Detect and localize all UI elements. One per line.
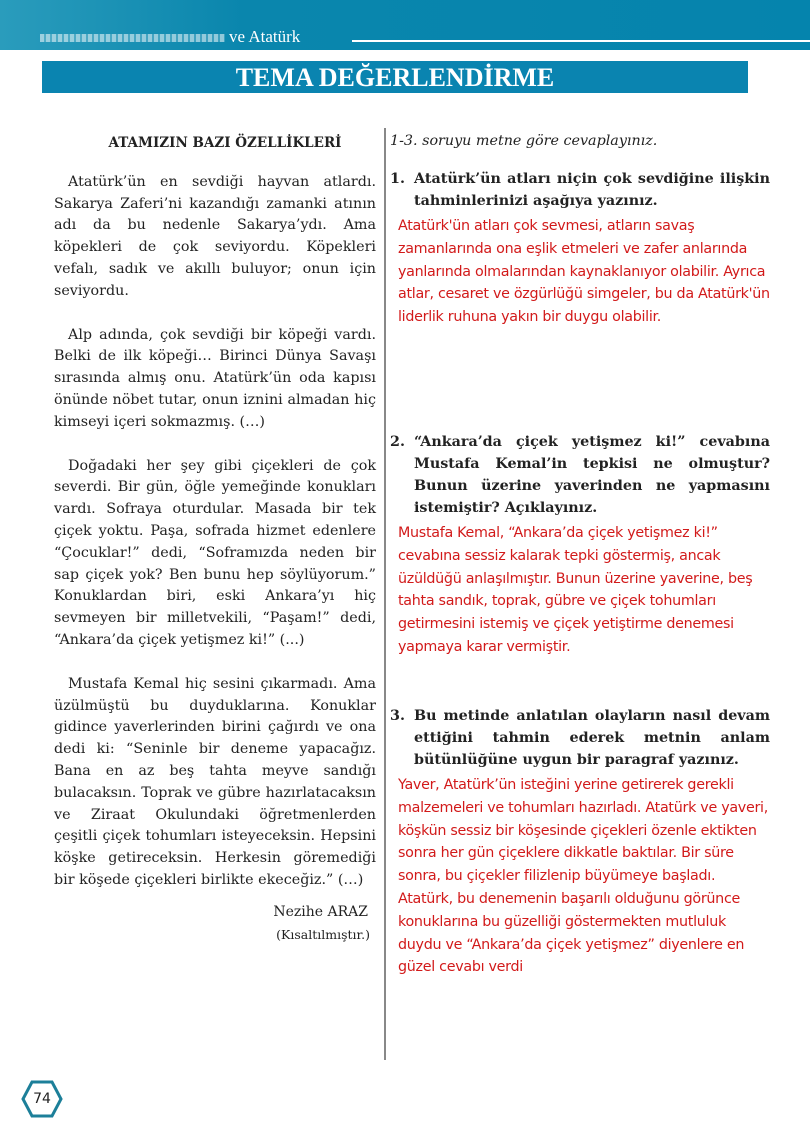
answer-text[interactable]: Mustafa Kemal, “Ankara’da çiçek yetişmez ki!” cevabına sessiz kalarak tepki göstermiş, ancak üzüldüğü anlaşılmıştır. Bunun üzerine yaverine, beş tahta sandık, toprak, gübre ve çiçek tohumları getirmesini istemiş ve çiçek yetiştirme denemesi yapmaya karar vermiştir. xyxy=(398,525,753,655)
page-number: 74 xyxy=(33,1091,51,1107)
paragraph: Doğadaki her şey gibi çiçekleri de çok severdi. Bir gün, öğle yemeğinde konukları vardı. Sofraya oturdular. Masada bir tek çiçek yoktu. Paşa, sofrada hizmet edenlere “Çocuklar!” dedi, “Soframızda neden bir sap çiçek yok? Ben bunu hep söylüyorum.” Konuklardan biri, eski Ankara’yı hiç sevmeyen bir milletvekili, “Paşam!” dedi, “Ankara’da çiçek yetişmez ki!” (...) xyxy=(54,457,376,648)
question-text: “Ankara’da çiçek yetişmez ki!” cevabına Mustafa Kemal’in tepkisi ne olmuştur? Bunun üzerine yaverinden ne yapmasını istemiştir? Açıklayınız. xyxy=(414,434,770,516)
paragraph: Atatürk’ün en sevdiği hayvan atlardı. Sakarya Zaferi’ni kazandığı zamanki atının adı da bu nedenle Sakarya’ydı. Ama köpekleri de çok seviyordu. Köpekleri vefalı, sadık ve akıllı buluyor; onun için seviyordu. xyxy=(54,173,376,299)
question-number: 3. xyxy=(390,708,405,724)
question-1 xyxy=(390,168,770,431)
question-2 xyxy=(390,431,770,705)
paragraph: Alp adında, çok sevdiği bir köpeği vardı. Belki de ilk köpeği… Birinci Dünya Savaşı sırasında almış onu. Atatürk’ün oda kapısı önünde nöbet tutar, onun iznini almadan hiç kimseyi içeri sokmazmış. (…) xyxy=(54,326,376,430)
page-number-badge xyxy=(21,1080,63,1118)
answer-text[interactable]: Atatürk'ün atları çok sevmesi, atların savaş zamanlarında ona eşlik etmeleri ve zafer anlarında yanlarında olmalarından kaynaklanıyor olabilir. Ayrıca atlar, cesaret ve özgürlüğü simgeler, bu da Atatürk'ün liderlik ruhuna yakın bir duygu olabilir. xyxy=(398,218,770,326)
instructions: 1-3. soruyu metne göre cevaplayınız. xyxy=(390,133,658,149)
header-rule xyxy=(352,40,810,42)
faded-subtitle-prefix xyxy=(40,34,225,42)
unit-subtitle xyxy=(40,27,300,47)
abridged-note: (Kısaltılmıştır.) xyxy=(276,926,370,942)
question-text: Atatürk’ün atları niçin çok sevdiğine ilişkin tahminlerinizi aşağıya yazınız. xyxy=(414,171,770,209)
questions-column xyxy=(390,133,770,979)
question-3 xyxy=(390,705,770,979)
question-number: 2. xyxy=(390,434,405,450)
author: Nezihe ARAZ xyxy=(273,903,368,920)
column-divider xyxy=(384,128,386,1060)
header-band xyxy=(0,0,810,50)
question-number: 1. xyxy=(390,171,405,187)
unit-subtitle-text: ve Atatürk xyxy=(229,27,301,46)
reading-text xyxy=(54,133,376,945)
paragraph: Mustafa Kemal hiç sesini çıkarmadı. Ama üzülmüştü bu duyduklarına. Konuklar gidince yaverlerinden birini çağırdı ve ona dedi ki: “Seninle bir deneme yapacağız. Bana en az beş tahta meyve sandığı bulacaksın. Toprak ve gübre hazırlatacaksın ve Ziraat Okulundaki öğretmenlerden çeşitli çiçek tohumları isteyeceksin. Hepsini köşke getireceksin. Herkesin göremediği bir köşede çiçekleri birlikte ekeceğiz.” (…) xyxy=(54,675,376,888)
question-text: Bu metinde anlatılan olayların nasıl devam ettiğini tahmin ederek metnin anlam bütünlüğüne uygun bir paragraf yazınız. xyxy=(414,708,770,768)
answer-text[interactable]: Yaver, Atatürk’ün isteğini yerine getirerek gerekli malzemeleri ve tohumları hazırladı. Atatürk ve yaveri, köşkün sessiz bir köşesinde çiçekleri özenle ektikten sonra her gün çiçeklere dikkatle baktılar. Bir süre sonra, bu çiçekler filizlenip büyümeye başladı. Atatürk, bu denemenin başarılı olduğunu görünce konuklarına bu güzelliği göstermekten mutluluk duydu ve “Ankara’da çiçek yetişmez” diyenlere en güzel cevabı verdi xyxy=(398,777,768,976)
page-title: TEMA DEĞERLENDİRME xyxy=(42,61,748,93)
reading-heading: ATAMIZIN BAZI ÖZELLİKLERİ xyxy=(108,135,342,151)
